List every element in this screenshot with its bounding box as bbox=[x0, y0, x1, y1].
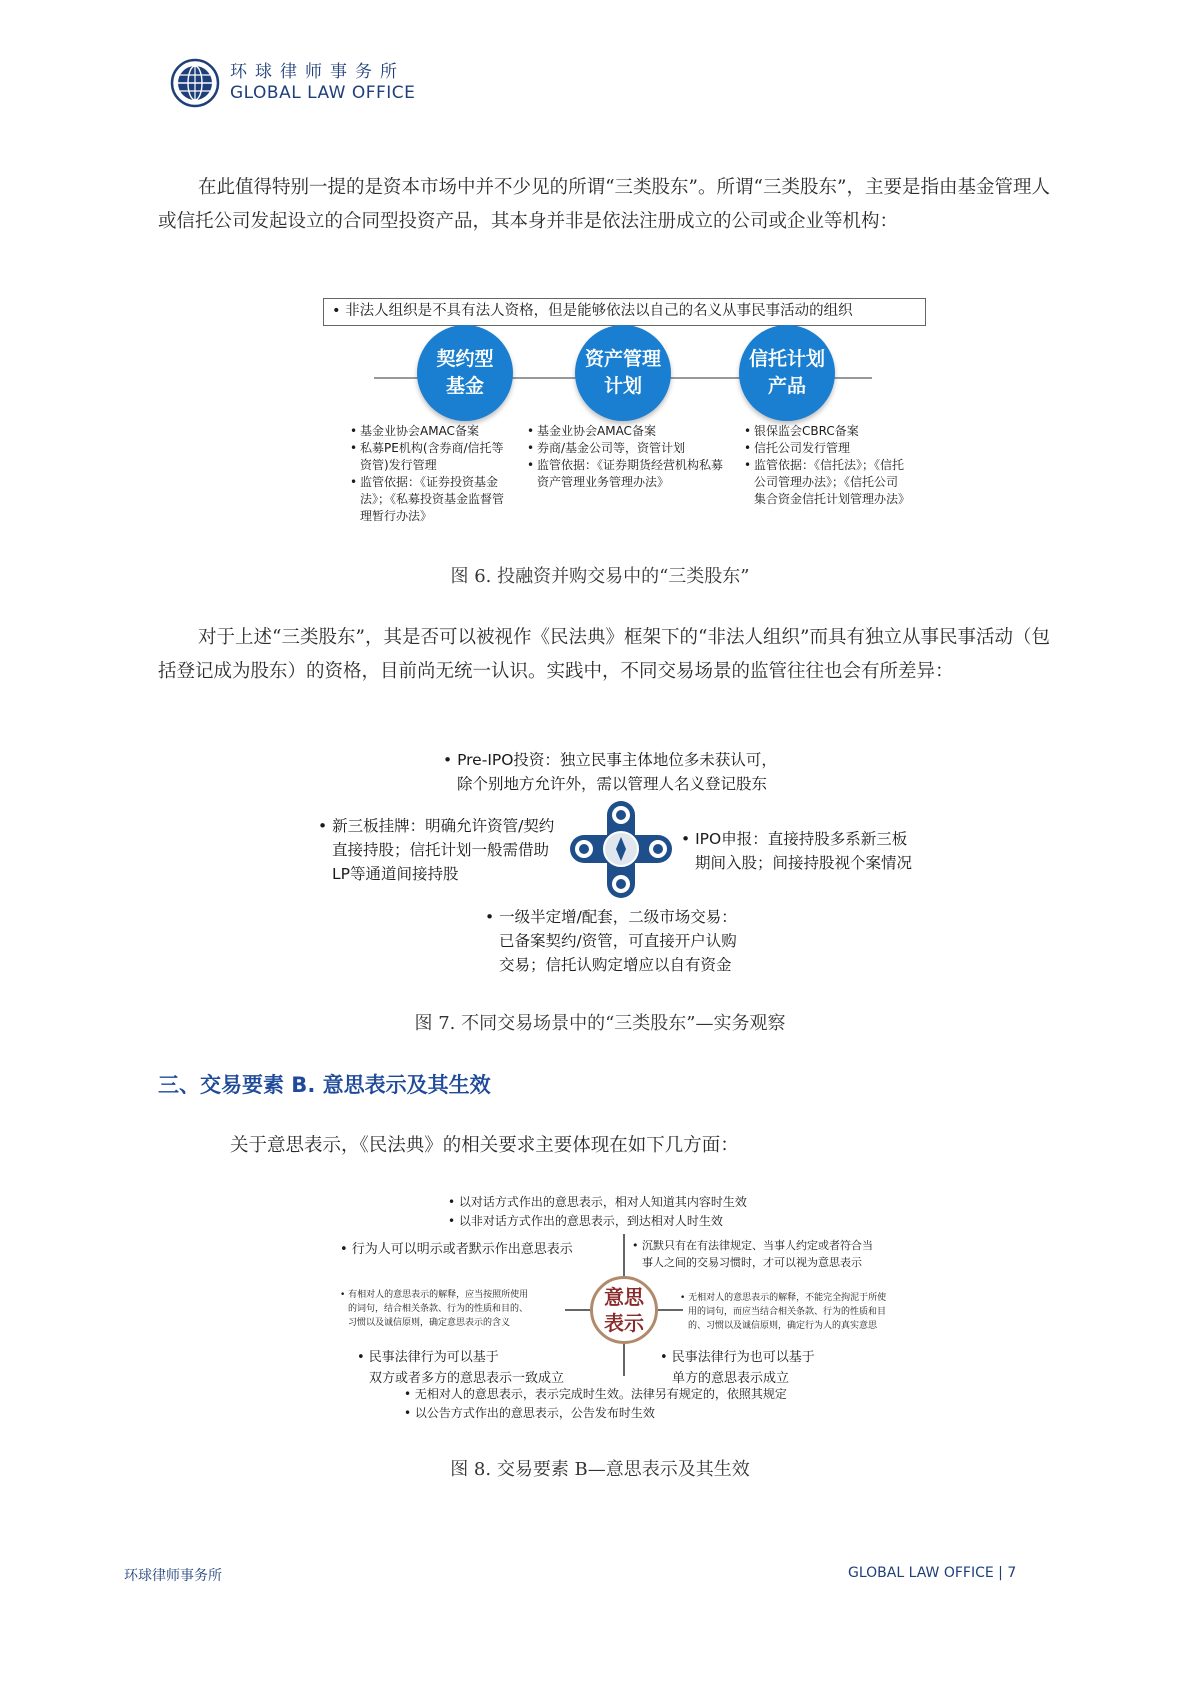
figure8-lower-left bbox=[357, 1347, 564, 1389]
figure8-bottom-line1: • 无相对人的意思表示，表示完成时生效。法律另有规定的，依照其规定 bbox=[404, 1387, 787, 1401]
figure7-ipo-line2: 期间入股；间接持股视个案情况 bbox=[695, 854, 913, 872]
figure7-neeq-line2: 直接持股；信托计划一般需借助 bbox=[332, 841, 550, 859]
paragraph-text: 关于意思表示，《民法典》的相关要求主要体现在如下几方面： bbox=[230, 1135, 739, 1156]
figure7-ipo bbox=[681, 827, 912, 875]
figure8-lower-left-line2: 双方或者多方的意思表示一致成立 bbox=[369, 1371, 565, 1386]
figure8-top-block bbox=[448, 1193, 747, 1231]
figure8-mid-right-line2: 用的词句，而应当结合相关条款、行为的性质和目 bbox=[688, 1307, 887, 1317]
text-line: 新三板挂牌：明确允许资管/契约 bbox=[332, 817, 555, 835]
figure8-upper-right-line1: • 沉默只有在有法律规定、当事人约定或者符合当 bbox=[632, 1239, 873, 1252]
circle-label-line1: 契约型 bbox=[436, 348, 494, 370]
circle-label-line2: 基金 bbox=[445, 375, 484, 397]
figure8-mid-right-line1: • 无相对人的意思表示的解释，不能完全拘泥于所使 bbox=[680, 1293, 887, 1303]
list-item: • 基金业协会AMAC备案 bbox=[350, 423, 510, 440]
list-item: • 银保监会CBRC备案 bbox=[744, 423, 904, 440]
figure6-circle-trust-plan bbox=[739, 325, 835, 421]
figure8-axis-top bbox=[623, 1234, 625, 1276]
figure8-lower-right-line1: • 民事法律行为也可以基于 bbox=[660, 1350, 815, 1365]
figure7-secondary-line3: 交易；信托认购定增应以自有资金 bbox=[499, 956, 732, 974]
figure8-lower-right-line2: 单方的意思表示成立 bbox=[672, 1371, 790, 1386]
paragraph-text: 在此值得特别一提的是资本市场中并不少见的所谓“三类股东”。所谓“三类股东”，主要是指由基金管理人或信托公司发起设立的合同型投资产品，其本身并非是依法注册成立的公司或企业等机构： bbox=[158, 177, 1050, 232]
figure8-mid-left-line2: 的词句，结合相关条款、行为的性质和目的、 bbox=[348, 1304, 529, 1314]
figure8-upper-right-line2: 事人之间的交易习惯时，才可以视为意思表示 bbox=[642, 1256, 862, 1269]
figure7-neeq-line3: LP等通道间接持股 bbox=[332, 865, 459, 883]
figure8-mid-left-line3: 习惯以及诚信原则，确定意思表示的含义 bbox=[348, 1318, 511, 1328]
center-label-line2: 表示 bbox=[604, 1311, 644, 1335]
figure6-circle-asset-management-plan bbox=[575, 325, 671, 421]
circle-label-line1: 信托计划 bbox=[748, 348, 825, 370]
figure6-circle-contract-fund bbox=[417, 325, 513, 421]
circle-label-line2: 计划 bbox=[603, 375, 642, 397]
paragraph-three-type-shareholders bbox=[158, 171, 1050, 239]
figure8-mid-right-line3: 的、习惯以及诚信原则，确定行为人的真实意思 bbox=[688, 1321, 878, 1331]
logo-chinese-name: 环球律师事务所 bbox=[230, 62, 405, 82]
figure8-upper-left: • 行为人可以明示或者默示作出意思表示 bbox=[340, 1242, 573, 1257]
section-heading: 三、交易要素 B. 意思表示及其生效 bbox=[158, 1073, 491, 1097]
figure8-mid-right bbox=[680, 1291, 886, 1333]
figure7-pre-ipo-line2: 除个别地方允许外，需以管理人名义登记股东 bbox=[457, 775, 768, 793]
figure8-mid-left-line1: • 有相对人的意思表示的解释，应当按照所使用 bbox=[340, 1290, 529, 1300]
footer-page-number: GLOBAL LAW OFFICE | 7 bbox=[848, 1565, 1017, 1581]
figure6-caption: 图 6. 投融资并购交易中的“三类股东” bbox=[450, 566, 750, 587]
figure8-lower-right bbox=[660, 1347, 815, 1389]
figure7-ipo-line1: • IPO申报：直接持股多系新三板 bbox=[681, 830, 908, 848]
text-line: 一级半定增/配套，二级市场交易： bbox=[499, 908, 737, 926]
text-line: IPO申报：直接持股多系新三板 bbox=[695, 830, 908, 848]
header-logo bbox=[170, 58, 415, 108]
globe-logo-icon bbox=[170, 58, 220, 108]
circle-label-line1: 资产管理 bbox=[584, 348, 661, 370]
circle-label-line2: 产品 bbox=[767, 375, 806, 397]
figure6-list-asset-management bbox=[527, 423, 727, 491]
center-label-line1: 意思 bbox=[604, 1285, 644, 1309]
figure8-axis-left bbox=[565, 1309, 590, 1311]
figure8-lower-left-line1: • 民事法律行为可以基于 bbox=[357, 1350, 499, 1365]
figure8-mid-left bbox=[340, 1288, 528, 1330]
figure6-list-trust-plan bbox=[744, 423, 911, 508]
text-line: Pre-IPO投资：独立民事主体地位多未获认可， bbox=[457, 751, 777, 769]
logo-english-name: GLOBAL LAW OFFICE bbox=[230, 83, 416, 103]
paragraph-text: 对于上述“三类股东”，其是否可以被视作《民法典》框架下的“非法人组织”而具有独立从事民事活动（包括登记成为股东）的资格，目前尚无统一认识。实践中，不同交易场景的监管往往也会有所差异： bbox=[158, 627, 1050, 682]
figure7-neeq-line1: • 新三板挂牌：明确允许资管/契约 bbox=[318, 817, 555, 835]
figure8-center-circle bbox=[590, 1276, 658, 1344]
list-item: • 私募PE机构(含券商/信托等资管)发行管理 bbox=[350, 440, 510, 474]
figure8-caption: 图 8. 交易要素 B—意思表示及其生效 bbox=[450, 1459, 750, 1480]
figure8-upper-right bbox=[632, 1237, 873, 1271]
figure8-top-line1: • 以对话方式作出的意思表示，相对人知道其内容时生效 bbox=[448, 1195, 747, 1209]
figure6-list-contract-fund bbox=[350, 423, 510, 525]
list-item: • 基金业协会AMAC备案 bbox=[527, 423, 727, 440]
list-item: • 信托公司发行管理 bbox=[744, 440, 904, 457]
paragraph-intent-intro bbox=[158, 1129, 1050, 1163]
figure7-neeq bbox=[318, 814, 554, 886]
figure8-bottom-block bbox=[404, 1385, 787, 1423]
footer-firm-name: 环球律师事务所 bbox=[124, 1568, 222, 1584]
figure7-secondary-line1: • 一级半定增/配套，二级市场交易： bbox=[485, 908, 737, 926]
figure8-top-line2: • 以非对话方式作出的意思表示，到达相对人时生效 bbox=[448, 1214, 723, 1228]
figure7-pre-ipo-line1: • Pre-IPO投资：独立民事主体地位多未获认可， bbox=[443, 751, 777, 769]
figure7-secondary-line2: 已备案契约/资管，可直接开户认购 bbox=[499, 932, 737, 950]
figure7-secondary bbox=[485, 905, 737, 977]
list-item: • 监管依据：《信托法》；《信托公司管理办法》；《信托公司集合资金信托计划管理办法》 bbox=[744, 457, 904, 508]
list-item: • 监管依据：《证券投资基金法》；《私募投资基金监督管理暂行办法》 bbox=[350, 474, 510, 525]
figure7-caption: 图 7. 不同交易场景中的“三类股东”—实务观察 bbox=[414, 1013, 786, 1034]
paragraph-non-legal-entity bbox=[158, 621, 1050, 689]
list-item: • 券商/基金公司等，资管计划 bbox=[527, 440, 727, 457]
figure8-axis-bottom bbox=[623, 1344, 625, 1376]
figure6-banner: • 非法人组织是不具有法人资格，但是能够依法以自己的名义从事民事活动的组织 bbox=[323, 298, 926, 326]
figure7-pre-ipo bbox=[443, 748, 777, 796]
list-item: • 监管依据：《证券期货经营机构私募资产管理业务管理办法》 bbox=[527, 457, 727, 491]
figure7-cross-diagram-icon bbox=[566, 797, 676, 902]
figure8-bottom-line2: • 以公告方式作出的意思表示，公告发布时生效 bbox=[404, 1406, 655, 1420]
